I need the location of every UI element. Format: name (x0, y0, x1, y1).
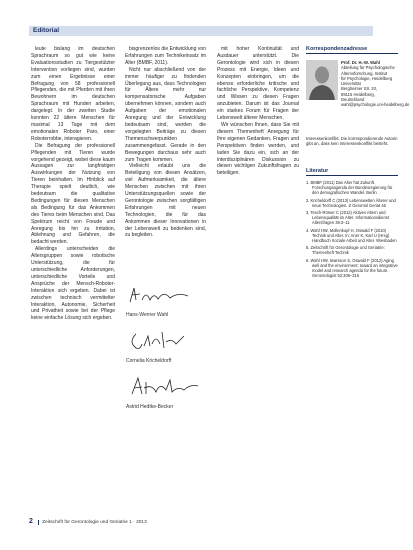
reference-item: 3. Tesch-Römer C (2012) Aktives Altern und Lebensqualität im Alter. Informationsdienst Altersfragen 39:3–11 (306, 210, 389, 226)
section-label: Editorial (33, 27, 60, 34)
section-tag (29, 26, 373, 36)
paragraph: Vielleicht erlaubt uns die Beteiligung von diesen Ansätzen, viel Aufmerksamkeit, die ältere Menschen zwischen mit ihren Unterstützungsquellen sowie der Gerontologie zwischen sorgfältigen Erfahrungen mit neuen Technologien, die für das Ankommen dieser Innovationen in der Lebenswelt zu bedenken sind, zu begleiten. (125, 163, 206, 239)
address-line: Abteilung für Psychologische (341, 65, 395, 71)
address-line: Universität (341, 81, 361, 87)
email-link[interactable]: wahl@psychologie.uni-heidelberg.de (341, 102, 410, 108)
address-line: für Psychologie, Heidelberg (341, 75, 393, 81)
address-line: Alternsforschung, Institut (341, 70, 388, 76)
signature-wahl (126, 280, 216, 312)
reference-item: 4. Wahl HW, Mollenkopf H, Oswald F (2010) Technik und Alter. In: Aner K, Karl U (Hrsg) Handbuch Soziale Arbeit und Alter. Wiesbaden (306, 227, 397, 244)
text-column-1 (31, 46, 115, 322)
page-number: 2 (29, 518, 33, 525)
paragraph: bisgrenzenlos die Entwicklung von Erfahrungen zum Technikeinsatz im Alter (BMBF, 2011). (125, 46, 206, 66)
paragraph: mit hoher Kontinuität und Ausdauer unterstützt. Die Gerontologie wird sich in diesen Prozess mit Energie, Ideen und Konzepten einbringen, um die ebenso erforderliche kritische und fachliche Perspektive, Kompetenz und Wissen zu diesen Fragen anzubieten. Darum ist das Journal ein starkes Forum für Fragen der Lebenswelt älterer Menschen. (217, 46, 299, 122)
literature-heading: Literatur (306, 168, 398, 176)
paragraph: Die Befragung der professionell Pflegenden mit Tieren wurde vorgehend gezeigt, wobei diese kaum Aussagen zur langfristigen Auswirkungen der Nutzung von Tieren beinhalten. Im Hinblick auf Therapie spielt deutlich, wie bedeutsam die qualitative Bedingungen für diesen Menschen als Bedingung für das Ankommen des Tieres beim Menschen sind. Das Spektrum reicht von Freude und Anregung bis hin zu Irritation, Ablehnung und Gefahren, die bedacht werden. (31, 142, 115, 246)
address-line: 69115 Heidelberg, (341, 91, 375, 97)
correspondence-heading: Korrespondenzadresse (306, 46, 398, 54)
paragraph: Allerdings unterscheiden die Altersgruppen sowie robotische Unterstützung, die für unterschiedliche Anforderungen, unterschiedliche Vorteile und Ansprüche der Mensch-Roboter-Interaktion sich ergeben. Dabei ist zwischen technisch vermittelter Interaktion, Autonomie, Sicherheit und Privatheit sowie bei der Pflege keine einfache Lösung sich ergeben. (31, 246, 115, 322)
signature-name: Astrid Hedtke-Becker (126, 404, 174, 410)
paragraph: Wir wünschen Ihnen, dass Sie mit diesem Themenheft Anregung für Ihre eigenen Gedanken, Fragen und Perspektiven finden werden, und laden Sie dazu ein, sich an der interdisziplinären Diskussion zu diesen wichtigen Zukunftsfragen zu beteiligen. (217, 121, 299, 177)
journal-title: Zeitschrift für Gerontologie und Geriatrie 1 · 2013 (38, 520, 147, 525)
reference-item: 2. Kricheldorff C (2013) Lebenswelten Älterer und neue Technologien. Z Gerontol Geriat 46 (306, 197, 396, 208)
signature-block (126, 280, 216, 418)
conflict-of-interest-note: Interessenkonflikt. Die korrespondierende Autorin gibt an, dass kein Interessenkonflikt besteht. (306, 136, 398, 147)
address-line: Bergheimer Str. 20, (341, 86, 378, 92)
signature-hedtke-becker (126, 372, 216, 404)
signature-name: Cornelia Kricheldorff (126, 358, 172, 364)
text-column-2 (125, 46, 206, 239)
reference-item: 5. Zeitschrift für Gerontologie und Geriatrie: Themenheft Technik (306, 245, 385, 256)
address-line: Deutschland (341, 97, 365, 103)
signature-kricheldorff (126, 326, 216, 358)
correspondence-address (341, 60, 410, 108)
reference-item: 1. BMBF (2011) Das Alter hat Zukunft. Forschungsagenda der Bundesregierung für den demografischen Wandel. Berlin (306, 180, 393, 196)
text-column-3 (217, 46, 299, 177)
address-line: Prof. Dr. H.-W. Wahl (341, 60, 380, 65)
signature-name: Hans-Werner Wahl (126, 312, 169, 318)
reference-item: 6. Wahl HW, Iwarsson S, Oswald F (2012) Aging well and the environment: toward an integrative model and research agenda for the future. Gerontologist 52:306–316 (306, 257, 398, 279)
sidebar (306, 46, 410, 279)
paragraph: Nicht nur abschließend von der immer häufiger zu findenden Überlegung aus, dass Technologien für Ältere mehr nur kompensatorische Aufgaben übernehmen können, sondern auch Aufgaben der emotionalen Anregung und der Entwicklung bedeutsam sind, werden die vorgelegten Beiträge zu diesen Themenschwerpunkten zusammengefasst. Gerade in den Bewegungen durchaus sehr auch zum Tragen kommen. (125, 66, 206, 163)
paragraph: leute bislang im deutschen Sprachraum so gut wie keine Evaluationsstudien zu Tiergestützter Intervention vorliegen sind, wurden zum einen Ergebnisse einer Befragung von 58 professionell Pflegenden, die mit Pferden mit ihren Bewohnern im deutschen Sprachraum mit Hunden arbeiten, dargelegt. In der zweiten Studie konnten 22 ältere Menschen für maximal 13 Tage mit dem emotionalen Roboter Paro, einer Roboterrobbe, interagieren. (31, 46, 115, 142)
page-footer (29, 518, 373, 525)
author-photo (306, 60, 338, 100)
reference-list (306, 180, 398, 280)
